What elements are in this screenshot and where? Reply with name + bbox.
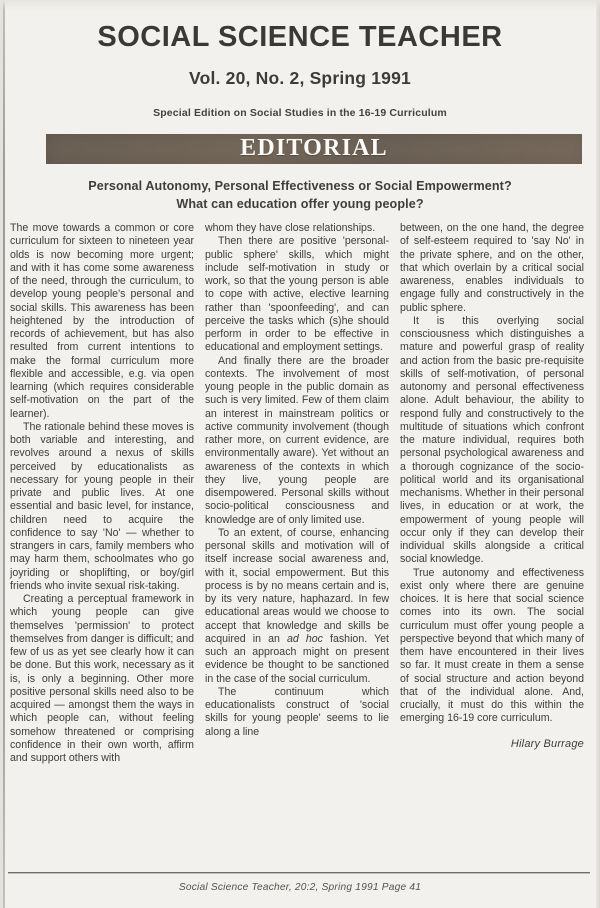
- article-body-columns: [10, 222, 584, 765]
- page-binding-edge: [3, 0, 5, 908]
- paragraph: The rationale behind these moves is both variable and interesting, and revolves around a nexus of skills perceived by educationalists as necessary for young people in their private and public lives. At one essential and basic level, for instance, children need to acquire the confidence to say 'No' — whether to strangers in cars, family members who may harm them, schoolmates who go joyriding or shoplifting, or boy/girl friends who invite sexual risk-taking.: [10, 420, 194, 592]
- footer-citation: Social Science Teacher, 20:2, Spring 1991 Page 41: [178, 882, 422, 893]
- page-right-edge: [596, 0, 600, 908]
- footer-divider: [8, 872, 590, 873]
- editorial-banner-label: EDITORIAL: [240, 135, 388, 162]
- paragraph: To an extent, of course, enhancing personal skills and motivation will of itself increase social awareness and, with it, social empowerment. But this process is by no means certain and is, by its very nature, haphazard. In few educational areas would we choose to accept that knowledge and skills be acquired in an ad hoc fashion. Yet such an approach might on present evidence be thought to be sanctioned in the case of the social curriculum.: [205, 526, 389, 685]
- issue-line: Vol. 20, No. 2, Spring 1991: [189, 67, 411, 88]
- paragraph: The continuum which educationalists construct of 'social skills for young people' seems to lie along a line: [205, 685, 389, 738]
- paragraph: Then there are positive 'personal-public sphere' skills, which might include self-motivation in study or work, so that the young person is able to cope with active, elective learning rather than 'spoonfeeding', and can perceive the tasks which (s)he should perform in order to be effective in educational and employment settings.: [205, 235, 389, 354]
- article-column-2: [205, 222, 389, 765]
- article-byline: Hilary Burrage: [510, 737, 584, 750]
- editorial-banner: [46, 134, 582, 164]
- paragraph: And finally there are the broader contexts. The involvement of most young people in the public domain as such is very limited. Few of them claim an interest in mainstream politics or active community involvement (though rather more, on current evidence, are environmentally aware). Yet without an awareness of the contexts in which they live, young people are disempowered. Personal skills without socio-political consciousness and knowledge are of only limited use.: [205, 354, 389, 526]
- article-column-1: [10, 222, 194, 765]
- latin-phrase: ad hoc: [286, 632, 323, 645]
- paragraph: between, on the one hand, the degree of self-esteem required to 'say No' in the private sphere, and on the other, that which overlain by a critical social awareness, enables individuals to engage fully and constructively in the public sphere.: [400, 222, 584, 314]
- paragraph: It is this overlying social consciousness which distinguishes a mature and powerful grasp of reality and action from the basic pre-requisite skills of self-motivation, of personal autonomy and personal effectiveness alone. Adult behaviour, the ability to respond fully and constructively to the multitude of situations which confront the mature individual, requires both personal psychological awareness and a thorough cognizance of the socio-political world and its organisational mechanisms. Whether in their personal lives, in education or at work, the empowerment of young people will occur only if they can develop their individual skills alongside a critical social knowledge.: [400, 314, 584, 566]
- paragraph: True autonomy and effectiveness exist only where there are genuine choices. It is here that social science comes into its own. The social curriculum must offer young people a perspective beyond that which many of them have encountered in their lives so far. It must create in them a sense of social structure and action beyond that of the individual alone. And, crucially, it must do this within the emerging 16-19 core curriculum.: [400, 566, 584, 725]
- article-heading-line-1: Personal Autonomy, Personal Effectiveness or Social Empowerment?: [88, 178, 512, 193]
- paragraph: whom they have close relationships.: [205, 222, 376, 234]
- article-heading: [8, 178, 592, 214]
- article-heading-line-2: What can education offer young people?: [176, 196, 424, 211]
- paragraph: Creating a perceptual framework in which young people can give themselves 'permission' to protect themselves from danger is difficult; and few of us as yet see clearly how it can be done. But this work, necessary as it is, is only a beginning. Other more positive personal skills need also to be acquired — amongst them the ways in which people can, without feeling somehow threatened or comprising confidence in their own worth, affirm and support others with: [10, 593, 194, 764]
- article-column-3: [400, 222, 584, 765]
- special-edition-line: Special Edition on Social Studies in the 16-19 Curriculum: [153, 106, 447, 119]
- journal-title: SOCIAL SCIENCE TEACHER: [97, 21, 503, 53]
- paragraph: The move towards a common or core curriculum for sixteen to nineteen year olds is now becoming more urgent; and with it has come some awareness of the need, through the curriculum, to develop young people's personal and social skills. This awareness has been heightened by the introduction of records of achievement, but has also resulted from current intentions to make the formal curriculum more flexible and accessible, e.g. via open learning (which requires considerable self-motivation on the part of the learner).: [10, 222, 194, 420]
- masthead: [8, 0, 592, 119]
